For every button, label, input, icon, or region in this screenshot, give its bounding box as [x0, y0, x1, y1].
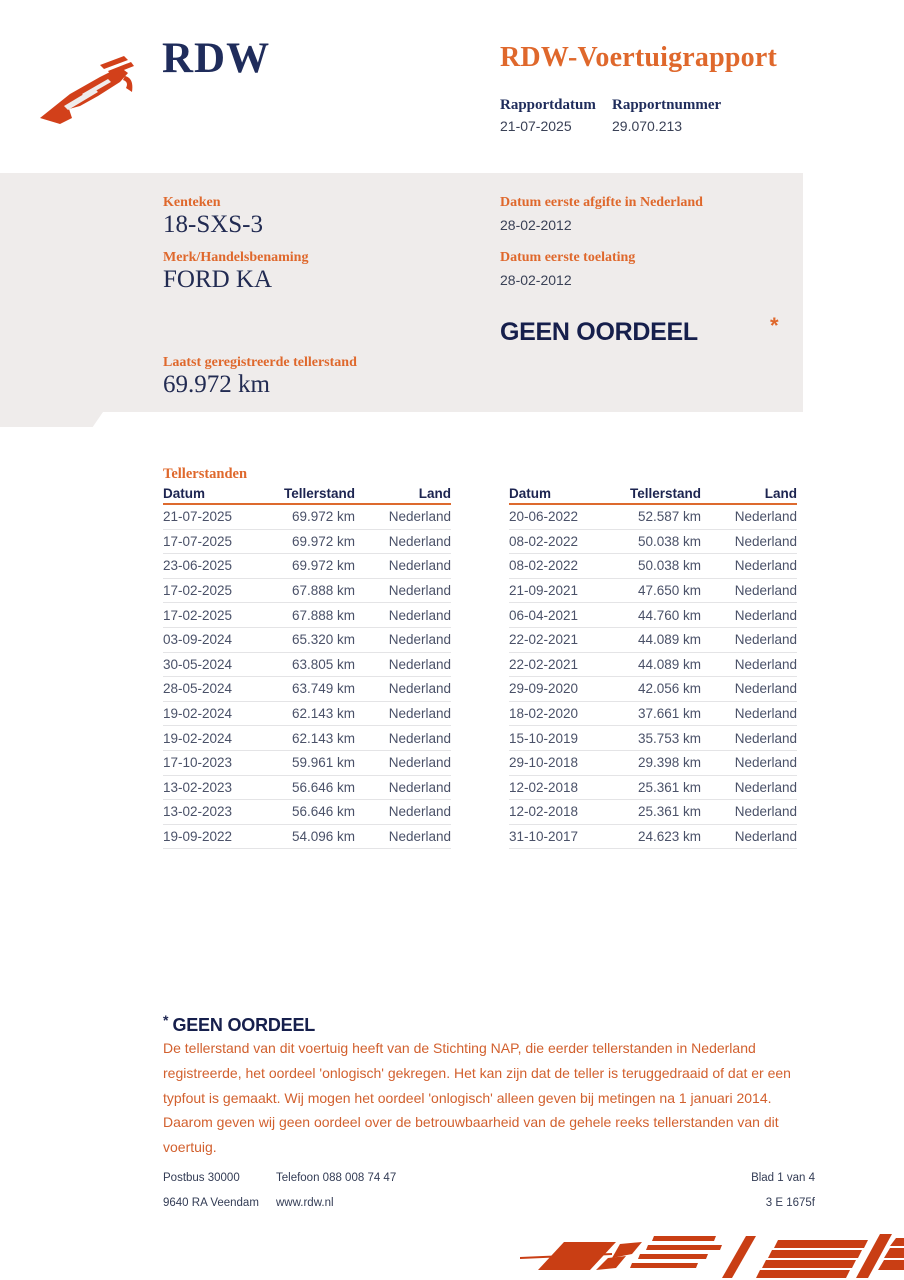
table-cell: Nederland: [388, 779, 451, 795]
table-row: [163, 505, 451, 530]
table-cell: 62.143 km: [291, 706, 355, 722]
table-cell: Nederland: [734, 730, 797, 746]
table-cell: 52.587 km: [637, 509, 701, 525]
table-cell: 50.038 km: [637, 558, 701, 574]
table-row: [163, 677, 451, 702]
table-cell: Nederland: [388, 558, 451, 574]
tellerstanden-section-title: Tellerstanden: [163, 466, 248, 482]
table-cell: 44.089 km: [637, 656, 701, 672]
column-header-tellerstand: Tellerstand: [629, 486, 701, 501]
table-cell: 29.398 km: [637, 755, 701, 771]
table-cell: 15-10-2019: [509, 730, 579, 746]
tellerstanden-table-right: [509, 485, 797, 849]
table-row: [509, 800, 797, 825]
report-date-value: 21-07-2025: [500, 118, 572, 134]
table-cell: 19-09-2022: [163, 829, 233, 845]
footer-website: www.rdw.nl: [276, 1197, 334, 1209]
report-number-label: Rapportnummer: [612, 97, 722, 113]
footer-phone: Telefoon 088 008 74 47: [276, 1172, 397, 1184]
afgifte-label: Datum eerste afgifte in Nederland: [500, 195, 703, 210]
verdict-text: GEEN OORDEEL: [500, 318, 698, 346]
table-cell: Nederland: [734, 583, 797, 599]
table-row: [163, 554, 451, 579]
table-row: [509, 554, 797, 579]
table-cell: 18-02-2020: [509, 706, 579, 722]
table-row: [509, 726, 797, 751]
footer-address-line2: 9640 RA Veendam: [163, 1197, 259, 1209]
table-cell: 63.749 km: [291, 681, 355, 697]
table-cell: 54.096 km: [291, 829, 355, 845]
tellerstanden-table-left: [163, 485, 451, 849]
table-cell: 35.753 km: [637, 730, 701, 746]
table-row: [509, 505, 797, 530]
table-cell: Nederland: [388, 656, 451, 672]
table-cell: 17-02-2025: [163, 583, 233, 599]
table-cell: Nederland: [388, 730, 451, 746]
table-cell: Nederland: [388, 681, 451, 697]
kenteken-value: 18-SXS-3: [163, 211, 264, 238]
table-row: [509, 677, 797, 702]
table-cell: 37.661 km: [637, 706, 701, 722]
table-row: [163, 800, 451, 825]
table-row: [509, 702, 797, 727]
table-cell: Nederland: [734, 681, 797, 697]
table-cell: 13-02-2023: [163, 779, 233, 795]
afgifte-value: 28-02-2012: [500, 217, 572, 233]
table-row: [509, 530, 797, 555]
table-cell: 50.038 km: [637, 533, 701, 549]
table-cell: 28-05-2024: [163, 681, 233, 697]
table-cell: 19-02-2024: [163, 706, 233, 722]
merk-value: FORD KA: [163, 266, 273, 293]
toelating-value: 28-02-2012: [500, 272, 572, 288]
table-cell: 44.089 km: [637, 632, 701, 648]
table-cell: 25.361 km: [637, 804, 701, 820]
table-cell: 69.972 km: [291, 533, 355, 549]
table-cell: 69.972 km: [291, 509, 355, 525]
table-cell: 44.760 km: [637, 607, 701, 623]
table-cell: Nederland: [388, 607, 451, 623]
table-cell: 06-04-2021: [509, 607, 579, 623]
table-cell: Nederland: [388, 755, 451, 771]
table-cell: Nederland: [734, 509, 797, 525]
table-row: [163, 603, 451, 628]
table-row: [509, 825, 797, 850]
table-cell: 20-06-2022: [509, 509, 579, 525]
column-header-land: Land: [418, 486, 451, 501]
table-cell: 19-02-2024: [163, 730, 233, 746]
table-row: [163, 751, 451, 776]
table-cell: 24.623 km: [637, 829, 701, 845]
table-row: [163, 726, 451, 751]
table-cell: 47.650 km: [637, 583, 701, 599]
table-row: [163, 653, 451, 678]
table-cell: 31-10-2017: [509, 829, 579, 845]
table-row: [163, 776, 451, 801]
report-date-label: Rapportdatum: [500, 97, 596, 113]
table-cell: 62.143 km: [291, 730, 355, 746]
table-cell: Nederland: [734, 656, 797, 672]
table-cell: Nederland: [388, 632, 451, 648]
table-cell: 08-02-2022: [509, 533, 579, 549]
note-body: De tellerstand van dit voertuig heeft van de Stichting NAP, die eerder tellerstanden in Nederland registreerde, het oordeel 'onlogisch' gekregen. Het kan zijn dat de teller is teruggedraaid of dat er een typfout is gemaakt. Wij mogen het oordeel 'onlogisch' alleen geven bij metingen na 1 januari 2014. Daarom geven wij geen oordeel over de betrouwbaarheid van de gehele reeks tellerstanden van dit voertuig.: [163, 1040, 791, 1156]
table-cell: 12-02-2018: [509, 779, 579, 795]
table-cell: Nederland: [734, 706, 797, 722]
table-cell: 56.646 km: [291, 779, 355, 795]
table-cell: 03-09-2024: [163, 632, 233, 648]
table-cell: 67.888 km: [291, 583, 355, 599]
table-cell: Nederland: [734, 779, 797, 795]
table-cell: Nederland: [734, 755, 797, 771]
table-row: [163, 579, 451, 604]
column-header-land: Land: [764, 486, 797, 501]
table-cell: 56.646 km: [291, 804, 355, 820]
table-cell: 42.056 km: [637, 681, 701, 697]
table-header-row: [509, 485, 797, 505]
table-cell: Nederland: [388, 829, 451, 845]
table-cell: 08-02-2022: [509, 558, 579, 574]
table-row: [163, 530, 451, 555]
table-cell: 30-05-2024: [163, 656, 233, 672]
table-header-row: [163, 485, 451, 505]
brand-wordmark: RDW: [162, 35, 271, 82]
speed-stripes-icon: [520, 1234, 904, 1278]
table-cell: Nederland: [734, 804, 797, 820]
table-cell: 12-02-2018: [509, 804, 579, 820]
table-row: [163, 702, 451, 727]
table-cell: Nederland: [388, 509, 451, 525]
table-cell: 59.961 km: [291, 755, 355, 771]
table-cell: 21-09-2021: [509, 583, 579, 599]
table-cell: 21-07-2025: [163, 509, 233, 525]
table-row: [509, 776, 797, 801]
table-cell: 69.972 km: [291, 558, 355, 574]
table-cell: 17-02-2025: [163, 607, 233, 623]
toelating-label: Datum eerste toelating: [500, 250, 636, 265]
table-cell: 29-09-2020: [509, 681, 579, 697]
table-cell: Nederland: [388, 583, 451, 599]
table-cell: 65.320 km: [291, 632, 355, 648]
table-cell: Nederland: [734, 607, 797, 623]
laatste-tellerstand-value: 69.972 km: [163, 371, 270, 398]
column-header-datum: Datum: [509, 486, 552, 501]
report-number-value: 29.070.213: [612, 118, 683, 134]
vehicle-summary-box: [0, 173, 803, 412]
table-cell: 17-07-2025: [163, 533, 233, 549]
page-title: RDW-Voertuigrapport: [500, 42, 778, 73]
table-row: [509, 653, 797, 678]
table-row: [509, 579, 797, 604]
table-cell: Nederland: [734, 829, 797, 845]
table-row: [509, 603, 797, 628]
table-cell: 23-06-2025: [163, 558, 233, 574]
laatste-tellerstand-label: Laatst geregistreerde tellerstand: [163, 355, 357, 370]
column-header-tellerstand: Tellerstand: [283, 486, 355, 501]
merk-label: Merk/Handelsbenaming: [163, 250, 309, 265]
footer-form-code: 3 E 1675f: [765, 1197, 815, 1209]
table-row: [509, 751, 797, 776]
table-cell: 22-02-2021: [509, 632, 579, 648]
table-cell: 63.805 km: [291, 656, 355, 672]
column-header-datum: Datum: [163, 486, 206, 501]
table-cell: Nederland: [734, 558, 797, 574]
footer-page-indicator: Blad 1 van 4: [751, 1172, 815, 1184]
rdw-wing-logo-icon: [36, 52, 164, 138]
table-cell: Nederland: [388, 706, 451, 722]
note-title: GEEN OORDEEL: [172, 1015, 316, 1035]
footer-address-line1: Postbus 30000: [163, 1172, 240, 1184]
table-cell: 25.361 km: [637, 779, 701, 795]
table-cell: Nederland: [388, 804, 451, 820]
note-title-row: [163, 1012, 315, 1036]
table-cell: Nederland: [388, 533, 451, 549]
table-row: [163, 825, 451, 850]
kenteken-label: Kenteken: [163, 195, 221, 210]
table-cell: Nederland: [734, 533, 797, 549]
verdict-asterisk: *: [770, 313, 779, 338]
table-cell: 17-10-2023: [163, 755, 233, 771]
table-row: [509, 628, 797, 653]
table-cell: 13-02-2023: [163, 804, 233, 820]
note-asterisk: *: [163, 1012, 169, 1028]
table-row: [163, 628, 451, 653]
table-cell: 67.888 km: [291, 607, 355, 623]
table-cell: 29-10-2018: [509, 755, 579, 771]
table-cell: 22-02-2021: [509, 656, 579, 672]
table-cell: Nederland: [734, 632, 797, 648]
